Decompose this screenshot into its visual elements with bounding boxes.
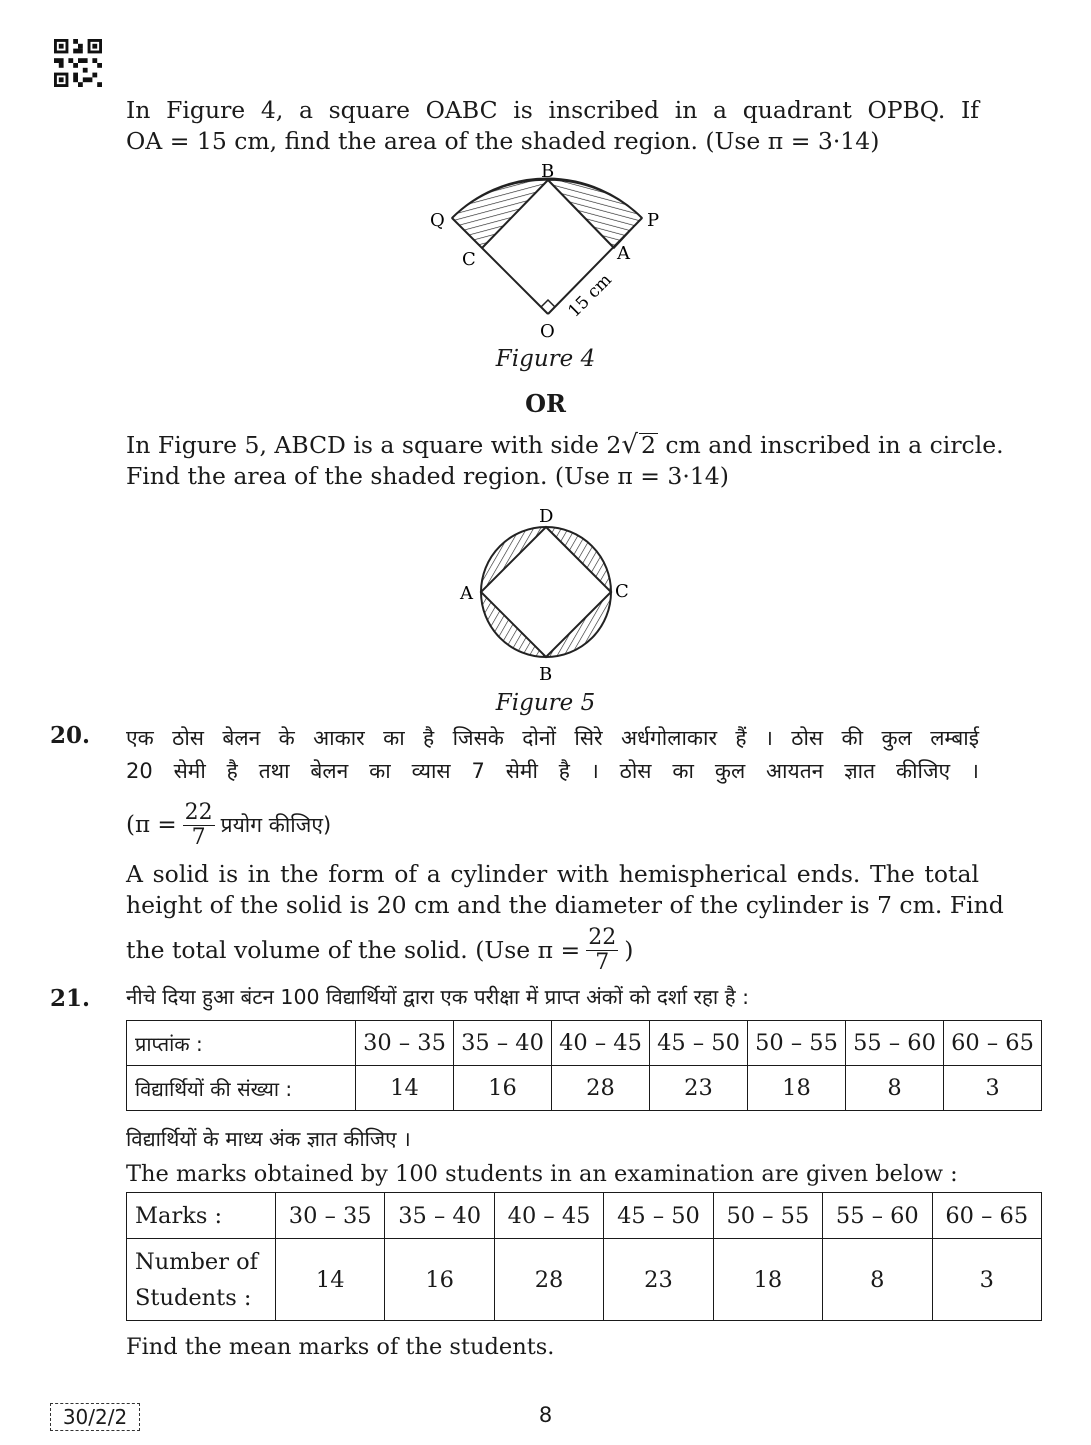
hindi-count-7: 3 <box>944 1066 1042 1111</box>
hindi-count-4: 23 <box>650 1066 748 1111</box>
english-class-1: 30 – 35 <box>276 1193 385 1239</box>
english-count-4: 23 <box>604 1239 713 1321</box>
english-class-7: 60 – 65 <box>932 1193 1041 1239</box>
label-q: Q <box>430 210 445 231</box>
english-count-2: 16 <box>385 1239 494 1321</box>
shaded-region-right <box>548 180 642 248</box>
frac-num-en: 22 <box>588 924 617 950</box>
hindi-class-6: 55 – 60 <box>846 1021 944 1066</box>
hindi-count-6: 8 <box>846 1066 944 1111</box>
q19-text <box>126 95 979 157</box>
q19-line-1: In Figure 4, a square OABC is inscribed in a quadrant OPBQ. If <box>126 96 979 124</box>
label-side-length: 15 cm <box>564 270 616 322</box>
english-marks-table <box>126 1192 1042 1321</box>
english-count-6: 8 <box>823 1239 932 1321</box>
english-class-6: 55 – 60 <box>823 1193 932 1239</box>
shaded-region-left <box>452 180 548 248</box>
q20-english-last-post: ) <box>624 936 634 964</box>
english-class-2: 35 – 40 <box>385 1193 494 1239</box>
q20-hindi-line-1: एक ठोस बेलन के आकार का है जिसके दोनों सिरे अर्धगोलाकार हैं । ठोस की कुल लम्बाई <box>126 726 979 750</box>
q19-alt-line-1-pre: In Figure 5, ABCD is a square with side 2 <box>126 431 622 459</box>
frac-num: 22 <box>184 799 213 825</box>
english-count-3: 28 <box>494 1239 603 1321</box>
figure-4-diagram <box>420 160 680 345</box>
hindi-count-5: 18 <box>748 1066 846 1111</box>
q20-hindi <box>126 722 979 788</box>
q20-hindi-line-2: 20 सेमी है तथा बेलन का व्यास 7 सेमी है । ठोस का कुल आयतन ज्ञात कीजिए । <box>126 759 979 783</box>
english-class-3: 40 – 45 <box>494 1193 603 1239</box>
label-a: A <box>617 243 630 264</box>
english-class-4: 45 – 50 <box>604 1193 713 1239</box>
label-p: P <box>647 210 660 231</box>
q20-hindi-pi <box>126 796 331 854</box>
qr-code-icon <box>53 39 103 87</box>
q20-english-last-pre: the total volume of the solid. (Use π = <box>126 936 581 964</box>
right-angle-mark <box>541 300 555 307</box>
hindi-count-3: 28 <box>552 1066 650 1111</box>
frac-den: 7 <box>191 824 206 850</box>
english-count-1: 14 <box>276 1239 385 1321</box>
figure-5-diagram <box>455 500 640 690</box>
hindi-count-2: 16 <box>454 1066 552 1111</box>
fraction-22-7 <box>183 801 215 850</box>
q20-english <box>126 859 1004 921</box>
frac-den-en: 7 <box>595 949 610 975</box>
q21-english-intro: The marks obtained by 100 students in an examination are given below : <box>126 1161 958 1187</box>
label-d: D <box>539 506 554 527</box>
page-number: 8 <box>538 1403 553 1427</box>
q19-alt-line-1-post: cm and inscribed in a circle. <box>657 431 1004 459</box>
hindi-class-5: 50 – 55 <box>748 1021 846 1066</box>
label-c5: C <box>615 581 629 602</box>
q21-number: 21. <box>50 985 91 1012</box>
paper-code: 30/2/2 <box>50 1403 140 1431</box>
label-c: C <box>462 249 476 270</box>
q19-alt-line-1 <box>126 430 1004 461</box>
hindi-class-3: 40 – 45 <box>552 1021 650 1066</box>
label-o: O <box>540 321 555 342</box>
english-row2-label <box>127 1239 276 1321</box>
q20-hindi-pi-pre: (π = <box>126 812 177 838</box>
q20-english-line-1: A solid is in the form of a cylinder with hemispherical ends. The total <box>126 860 979 888</box>
q19-line-2: OA = 15 cm, find the area of the shaded region. (Use π = 3·14) <box>126 127 880 155</box>
fraction-22-7-en <box>586 926 618 975</box>
sqrt-radicand: 2 <box>640 431 656 459</box>
english-class-5: 50 – 55 <box>713 1193 822 1239</box>
figure-4-caption: Figure 4 <box>495 346 596 372</box>
hindi-count-1: 14 <box>356 1066 454 1111</box>
hindi-row1-label: प्राप्तांक : <box>127 1021 356 1066</box>
q19-alt-line-2: Find the area of the shaded region. (Use π = 3·14) <box>126 462 729 490</box>
q20-number: 20. <box>50 722 91 749</box>
q21-hindi-intro: नीचे दिया हुआ बंटन 100 विद्यार्थियों द्वारा एक परीक्षा में प्राप्त अंकों को दर्शा रहा है : <box>126 985 750 1009</box>
q19-alt-text <box>126 430 1004 492</box>
hindi-marks-table <box>126 1020 1042 1111</box>
figure-5-caption: Figure 5 <box>495 690 596 716</box>
q20-english-line-2: height of the solid is 20 cm and the diameter of the cylinder is 7 cm. Find <box>126 891 1004 919</box>
hindi-row2-label: विद्यार्थियों की संख्या : <box>127 1066 356 1111</box>
label-a5: A <box>460 583 473 604</box>
english-row2-label-l2: Students : <box>135 1284 252 1311</box>
label-b: B <box>541 161 555 182</box>
hindi-class-7: 60 – 65 <box>944 1021 1042 1066</box>
english-row2-label-l1: Number of <box>135 1248 259 1275</box>
q20-english-last <box>126 920 633 980</box>
q21-english-question: Find the mean marks of the students. <box>126 1334 555 1360</box>
english-count-5: 18 <box>713 1239 822 1321</box>
english-row1-label: Marks : <box>127 1193 276 1239</box>
hindi-class-4: 45 – 50 <box>650 1021 748 1066</box>
or-label: OR <box>525 389 566 418</box>
english-count-7: 3 <box>932 1239 1041 1321</box>
hindi-class-1: 30 – 35 <box>356 1021 454 1066</box>
sqrt-sign: √ <box>621 430 638 460</box>
q20-hindi-pi-post: प्रयोग कीजिए) <box>220 813 332 837</box>
hindi-class-2: 35 – 40 <box>454 1021 552 1066</box>
q21-hindi-question: विद्यार्थियों के माध्य अंक ज्ञात कीजिए । <box>126 1127 411 1151</box>
label-b5: B <box>539 664 553 685</box>
